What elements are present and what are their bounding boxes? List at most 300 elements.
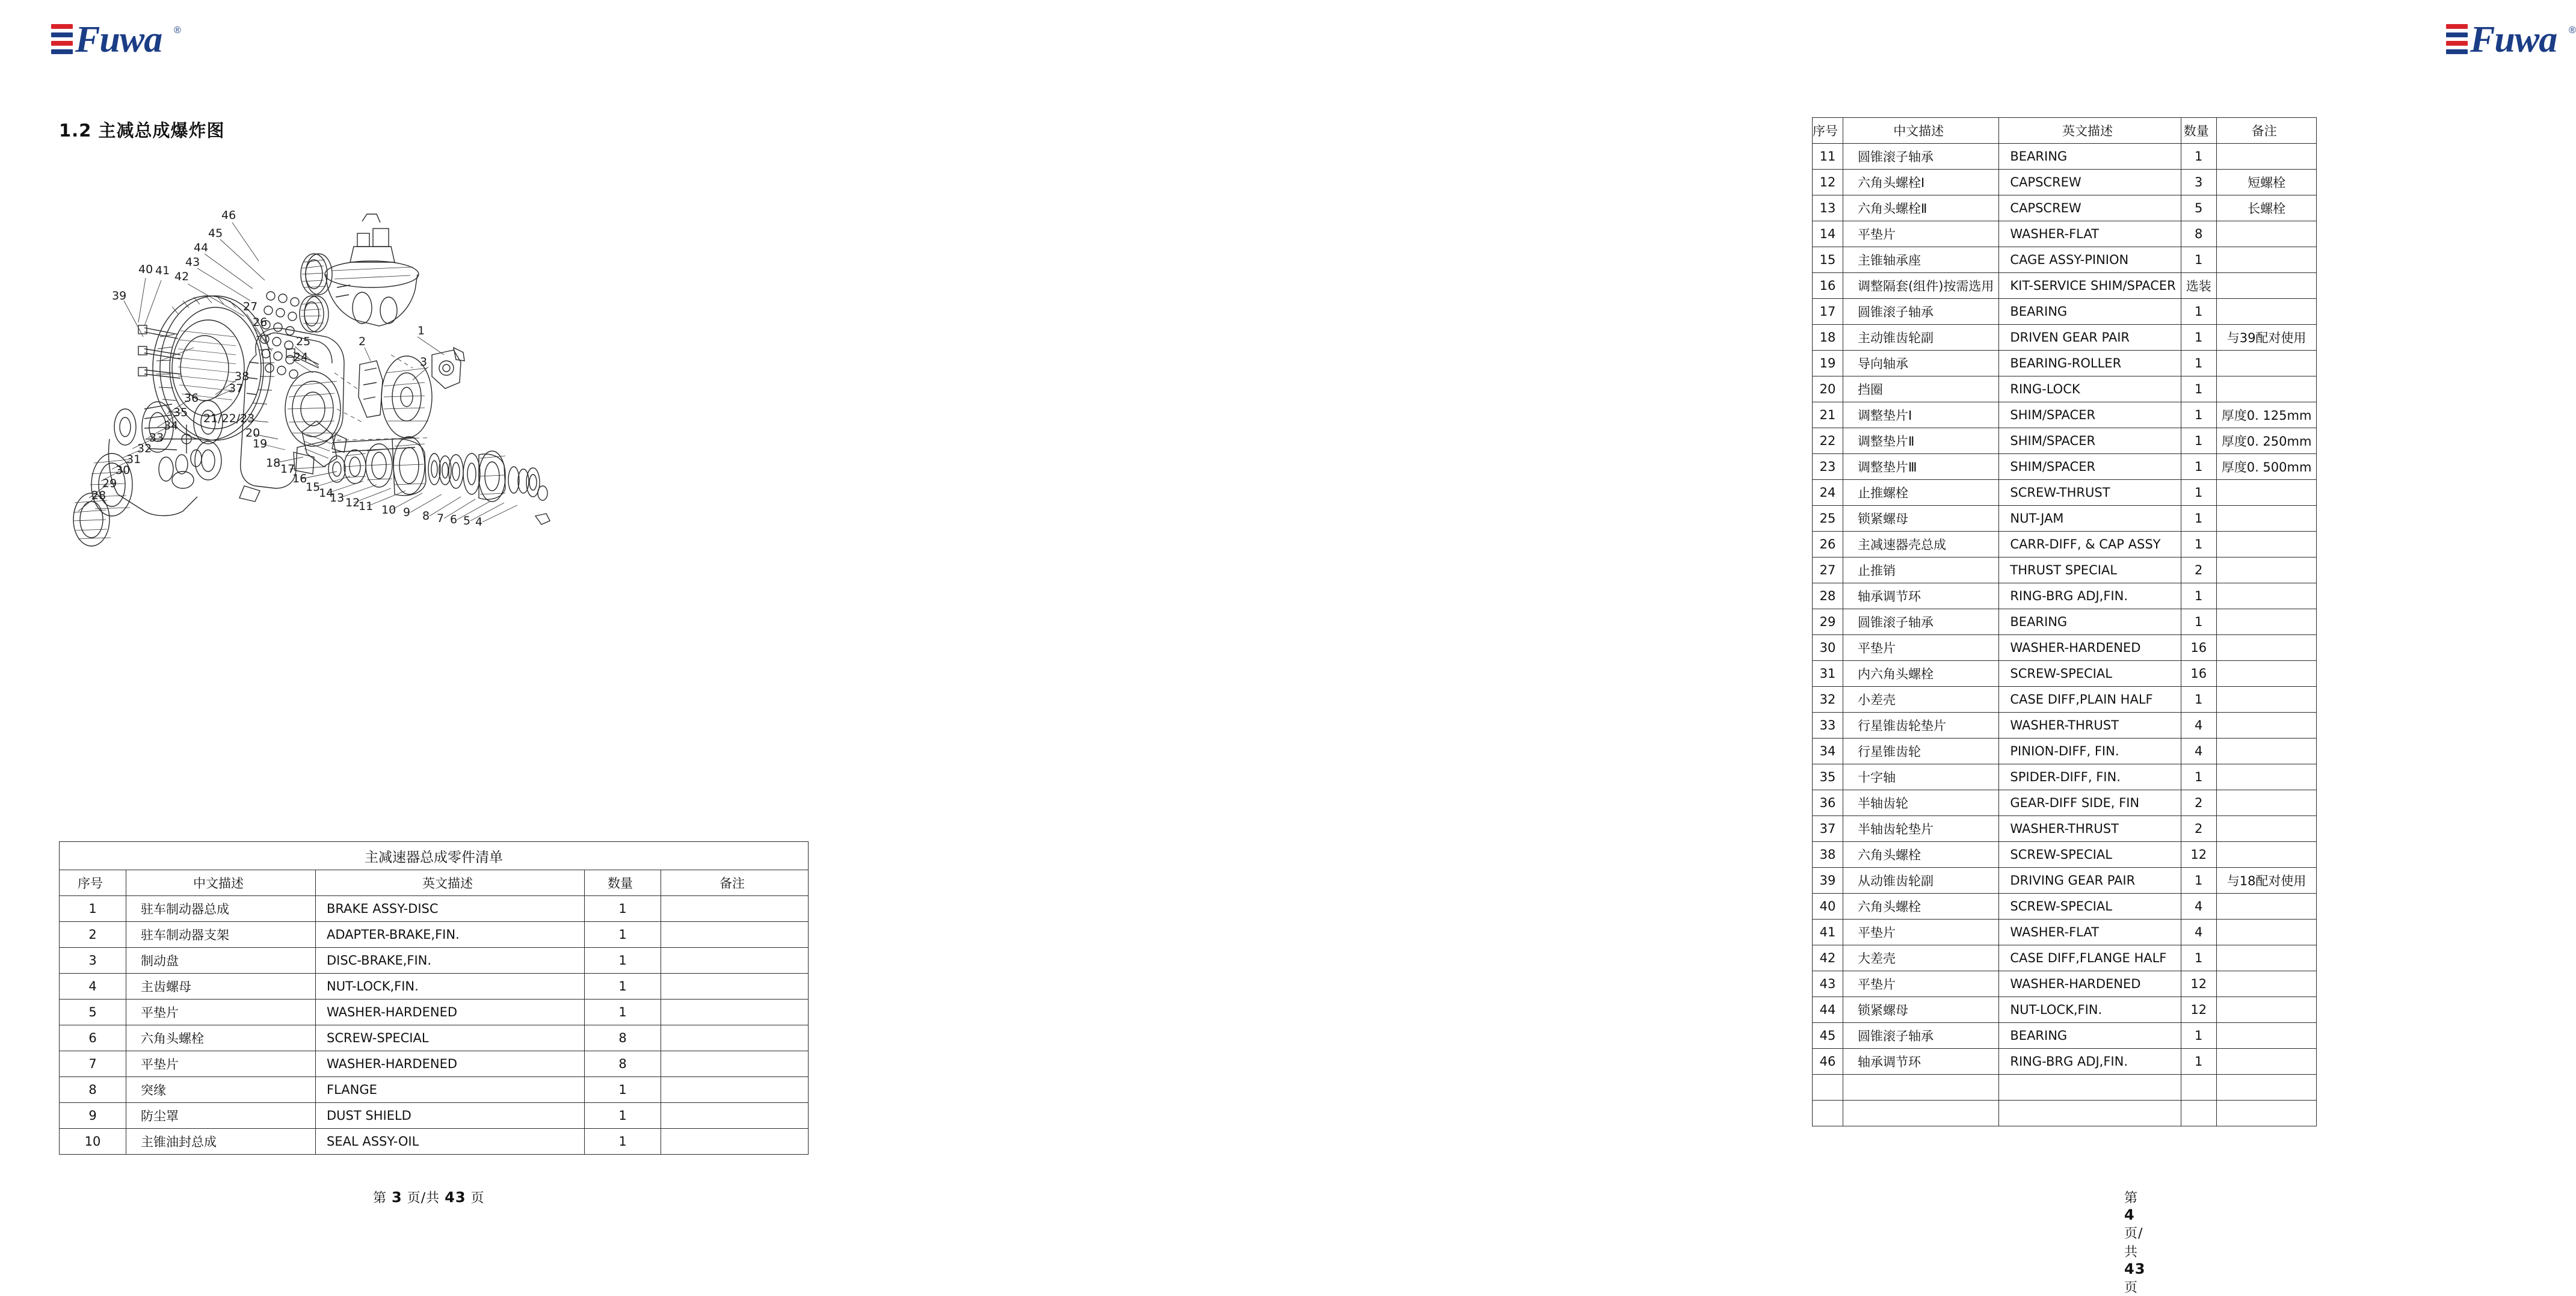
- table-cell: 备注: [2216, 118, 2317, 144]
- table-cell: 1: [585, 1000, 661, 1025]
- table-cell: 主齿螺母: [126, 974, 316, 1000]
- table-cell: 1: [2181, 764, 2216, 790]
- table-cell: 5: [60, 1000, 126, 1025]
- table-cell: 29: [1813, 609, 1843, 635]
- table-row: [60, 1000, 809, 1025]
- table-cell: 44: [1813, 997, 1843, 1023]
- table-cell: SPIDER-DIFF, FIN.: [1999, 764, 2181, 790]
- table-cell: [2216, 557, 2317, 583]
- svg-text:16: 16: [292, 472, 307, 485]
- fuwa-logo-right: [2446, 18, 2576, 61]
- table-cell: WASHER-FLAT: [1999, 221, 2181, 247]
- footer-right: [2124, 1188, 2145, 1296]
- table-cell: 1: [60, 896, 126, 922]
- table-cell: 12: [1813, 170, 1843, 195]
- table-cell: 21: [1813, 402, 1843, 428]
- svg-text:21/22/23: 21/22/23: [203, 412, 255, 425]
- table-row: [1813, 221, 2317, 247]
- table-row: [1813, 325, 2317, 351]
- table-cell: DUST SHIELD: [316, 1103, 585, 1129]
- table-cell: 13: [1813, 195, 1843, 221]
- footer-right-page: 4: [2124, 1206, 2135, 1223]
- table-cell: 1: [2181, 454, 2216, 480]
- table-row: [60, 922, 809, 948]
- table-cell: BEARING-ROLLER: [1999, 351, 2181, 376]
- table-cell: DISC-BRAKE,FIN.: [316, 948, 585, 974]
- table-cell: BEARING: [1999, 609, 2181, 635]
- svg-text:11: 11: [359, 500, 374, 513]
- table-cell: [661, 1077, 809, 1103]
- table-cell: 序号: [60, 870, 126, 896]
- table-cell: 25: [1813, 506, 1843, 532]
- table-cell: 4: [2181, 920, 2216, 945]
- svg-text:27: 27: [243, 300, 258, 313]
- svg-text:10: 10: [381, 503, 396, 517]
- table-row: [1813, 790, 2317, 816]
- table-cell: [2216, 376, 2317, 402]
- table-row: [1813, 635, 2317, 661]
- table-cell: [1843, 1075, 1999, 1101]
- table-cell: WASHER-HARDENED: [316, 1000, 585, 1025]
- logo-wordmark: Fuwa: [75, 19, 162, 60]
- table-cell: 挡圈: [1843, 376, 1999, 402]
- table-cell: [2216, 480, 2317, 506]
- table-row: [60, 896, 809, 922]
- table-cell: 9: [60, 1103, 126, 1129]
- table-cell: 41: [1813, 920, 1843, 945]
- table-cell: 1: [2181, 428, 2216, 454]
- table-cell: 1: [2181, 247, 2216, 273]
- table-row: [1813, 532, 2317, 557]
- table-cell: [2216, 790, 2317, 816]
- table-cell: [2216, 1049, 2317, 1075]
- table-cell: 1: [585, 974, 661, 1000]
- table-cell: 平垫片: [126, 1051, 316, 1077]
- table-cell: 轴承调节环: [1843, 1049, 1999, 1075]
- table-cell: 1: [2181, 402, 2216, 428]
- table-cell: 2: [2181, 816, 2216, 842]
- table-cell: 4: [2181, 713, 2216, 739]
- table-cell: 调整隔套(组件)按需选用: [1843, 273, 1999, 299]
- table-cell: 小差壳: [1843, 687, 1999, 713]
- table-cell: 40: [1813, 894, 1843, 920]
- table-row: [1813, 402, 2317, 428]
- table-cell: WASHER-THRUST: [1999, 816, 2181, 842]
- table-cell: 1: [2181, 506, 2216, 532]
- svg-text:4: 4: [475, 515, 483, 529]
- table-cell: [661, 922, 809, 948]
- table-cell: 内六角头螺栓: [1843, 661, 1999, 687]
- table-cell: 数量: [2181, 118, 2216, 144]
- table-cell: 30: [1813, 635, 1843, 661]
- table-cell: DRIVEN GEAR PAIR: [1999, 325, 2181, 351]
- table-cell: 20: [1813, 376, 1843, 402]
- table-cell: 1: [2181, 687, 2216, 713]
- table-cell: 序号: [1813, 118, 1843, 144]
- table-cell: 31: [1813, 661, 1843, 687]
- table-cell: 23: [1813, 454, 1843, 480]
- table-cell: 六角头螺栓Ⅰ: [1843, 170, 1999, 195]
- table-cell: 止推螺栓: [1843, 480, 1999, 506]
- table-cell: CASE DIFF,PLAIN HALF: [1999, 687, 2181, 713]
- table-cell: CAPSCREW: [1999, 170, 2181, 195]
- table-cell: 1: [585, 948, 661, 974]
- table-cell: 19: [1813, 351, 1843, 376]
- footer-left-page: 3: [392, 1189, 402, 1206]
- table-cell: 与39配对使用: [2216, 325, 2317, 351]
- table-cell: ADAPTER-BRAKE,FIN.: [316, 922, 585, 948]
- table-cell: 42: [1813, 945, 1843, 971]
- table-row: [1813, 247, 2317, 273]
- svg-text:43: 43: [185, 256, 200, 269]
- table-cell: [2216, 687, 2317, 713]
- table-cell: WASHER-THRUST: [1999, 713, 2181, 739]
- table-cell: [2216, 1075, 2317, 1101]
- table-cell: [661, 1000, 809, 1025]
- table-cell: 调整垫片Ⅲ: [1843, 454, 1999, 480]
- table-row: [1813, 842, 2317, 868]
- right-parts-table-wrapper: [1812, 117, 2317, 1126]
- table-cell: 16: [1813, 273, 1843, 299]
- svg-text:1: 1: [418, 324, 425, 337]
- table-cell: 轴承调节环: [1843, 583, 1999, 609]
- table-cell: 12: [2181, 971, 2216, 997]
- table-row: [60, 1077, 809, 1103]
- table-cell: [661, 1129, 809, 1155]
- table-row: [1813, 583, 2317, 609]
- table-cell: SCREW-SPECIAL: [316, 1025, 585, 1051]
- table-cell: 平垫片: [1843, 920, 1999, 945]
- table-row: [1813, 920, 2317, 945]
- table-cell: 4: [2181, 739, 2216, 764]
- table-cell: 22: [1813, 428, 1843, 454]
- table-cell: 圆锥滚子轴承: [1843, 609, 1999, 635]
- logo-bars-icon-right: [2446, 24, 2468, 58]
- table-row: [1813, 351, 2317, 376]
- table-row: [1813, 195, 2317, 221]
- svg-text:36: 36: [184, 392, 199, 405]
- table-cell: 制动盘: [126, 948, 316, 974]
- table-cell: [2216, 842, 2317, 868]
- table-cell: 选装: [2181, 273, 2216, 299]
- table-cell: BEARING: [1999, 299, 2181, 325]
- table-cell: 1: [585, 896, 661, 922]
- table-cell: [2216, 635, 2317, 661]
- table-row: [1813, 894, 2317, 920]
- table-cell: 主锥油封总成: [126, 1129, 316, 1155]
- table-cell: [661, 1025, 809, 1051]
- svg-text:24: 24: [294, 351, 309, 364]
- table-row: [60, 974, 809, 1000]
- logo-registered-mark-right: ®: [2569, 25, 2576, 35]
- table-cell: [1999, 1101, 2181, 1126]
- table-cell: 45: [1813, 1023, 1843, 1049]
- table-cell: 大差壳: [1843, 945, 1999, 971]
- table-cell: [2216, 1101, 2317, 1126]
- table-cell: 10: [60, 1129, 126, 1155]
- table-cell: [2181, 1075, 2216, 1101]
- table-cell: 16: [2181, 661, 2216, 687]
- table-cell: NUT-JAM: [1999, 506, 2181, 532]
- table-cell: 突缘: [126, 1077, 316, 1103]
- table-cell: 1: [2181, 532, 2216, 557]
- table-row: [1813, 170, 2317, 195]
- table-cell: 厚度0. 500mm: [2216, 454, 2317, 480]
- table-cell: [2216, 739, 2317, 764]
- table-cell: SHIM/SPACER: [1999, 454, 2181, 480]
- table-cell: [2216, 351, 2317, 376]
- left-parts-table: [59, 841, 809, 1155]
- table-row: [1813, 1075, 2317, 1101]
- table-cell: SHIM/SPACER: [1999, 402, 2181, 428]
- table-cell: 从动锥齿轮副: [1843, 868, 1999, 894]
- table-cell: 2: [2181, 557, 2216, 583]
- table-cell: [2216, 506, 2317, 532]
- svg-text:34: 34: [164, 419, 179, 432]
- table-row: [1813, 868, 2317, 894]
- svg-text:14: 14: [319, 487, 334, 500]
- table-cell: 33: [1813, 713, 1843, 739]
- table-cell: 备注: [661, 870, 809, 896]
- table-row: [1813, 739, 2317, 764]
- table-cell: [1813, 1075, 1843, 1101]
- table-cell: 1: [2181, 480, 2216, 506]
- table-cell: SCREW-SPECIAL: [1999, 894, 2181, 920]
- table-cell: 1: [585, 1103, 661, 1129]
- table-cell: [2216, 945, 2317, 971]
- svg-text:28: 28: [91, 489, 106, 502]
- table-cell: 1: [2181, 1023, 2216, 1049]
- table-row: [1813, 506, 2317, 532]
- table-row: [1813, 1101, 2317, 1126]
- table-cell: 16: [2181, 635, 2216, 661]
- table-cell: [2216, 532, 2317, 557]
- table-cell: [2216, 1023, 2317, 1049]
- svg-text:46: 46: [221, 209, 236, 222]
- table-cell: 英文描述: [316, 870, 585, 896]
- table-cell: CARR-DIFF, & CAP ASSY: [1999, 532, 2181, 557]
- table-cell: 导向轴承: [1843, 351, 1999, 376]
- table-cell: NUT-LOCK,FIN.: [316, 974, 585, 1000]
- table-cell: 圆锥滚子轴承: [1843, 1023, 1999, 1049]
- table-row: [1813, 144, 2317, 170]
- table-cell: 半轴齿轮: [1843, 790, 1999, 816]
- table-cell: 行星锥齿轮垫片: [1843, 713, 1999, 739]
- svg-text:33: 33: [149, 431, 164, 444]
- svg-text:17: 17: [280, 462, 295, 476]
- svg-text:2: 2: [359, 335, 366, 348]
- table-cell: [2216, 764, 2317, 790]
- table-cell: SCREW-SPECIAL: [1999, 661, 2181, 687]
- svg-text:37: 37: [229, 382, 244, 395]
- table-cell: 8: [585, 1025, 661, 1051]
- table-cell: 六角头螺栓: [126, 1025, 316, 1051]
- table-cell: 十字轴: [1843, 764, 1999, 790]
- table-cell: CAGE ASSY-PINION: [1999, 247, 2181, 273]
- logo-bars-icon: [51, 24, 73, 58]
- table-cell: 26: [1813, 532, 1843, 557]
- table-cell: 2: [2181, 790, 2216, 816]
- table-cell: 1: [2181, 299, 2216, 325]
- table-cell: BEARING: [1999, 144, 2181, 170]
- svg-text:6: 6: [450, 513, 458, 526]
- table-cell: 主动锥齿轮副: [1843, 325, 1999, 351]
- table-cell: [1843, 1101, 1999, 1126]
- svg-text:15: 15: [306, 481, 321, 494]
- table-cell: WASHER-HARDENED: [316, 1051, 585, 1077]
- left-parts-table-wrapper: [59, 841, 809, 1155]
- footer-right-suffix: 页: [2124, 1280, 2139, 1295]
- svg-text:13: 13: [330, 491, 345, 505]
- table-row: [1813, 609, 2317, 635]
- table-cell: 14: [1813, 221, 1843, 247]
- table-cell: 15: [1813, 247, 1843, 273]
- table-cell: 行星锥齿轮: [1843, 739, 1999, 764]
- table-row: [1813, 971, 2317, 997]
- table-cell: 37: [1813, 816, 1843, 842]
- table-cell: 35: [1813, 764, 1843, 790]
- table-cell: RING-LOCK: [1999, 376, 2181, 402]
- table-cell: 1: [2181, 351, 2216, 376]
- table-cell: 平垫片: [1843, 635, 1999, 661]
- footer-left-prefix: 第: [373, 1191, 387, 1206]
- table-cell: 34: [1813, 739, 1843, 764]
- svg-text:32: 32: [137, 442, 152, 455]
- table-cell: 27: [1813, 557, 1843, 583]
- table-cell: [2216, 273, 2317, 299]
- table-cell: 锁紧螺母: [1843, 997, 1999, 1023]
- table-cell: 12: [2181, 842, 2216, 868]
- right-parts-table: [1812, 117, 2317, 1126]
- table-cell: 厚度0. 250mm: [2216, 428, 2317, 454]
- table-cell: [2216, 583, 2317, 609]
- table-row: [1813, 454, 2317, 480]
- table-cell: 4: [60, 974, 126, 1000]
- table-row: [1813, 376, 2317, 402]
- footer-left: [373, 1188, 485, 1206]
- table-cell: 1: [2181, 144, 2216, 170]
- table-row: [60, 1129, 809, 1155]
- table-cell: FLANGE: [316, 1077, 585, 1103]
- table-cell: 17: [1813, 299, 1843, 325]
- left-page: [0, 0, 876, 1231]
- table-cell: 8: [585, 1051, 661, 1077]
- table-cell: 圆锥滚子轴承: [1843, 299, 1999, 325]
- table-cell: 长螺栓: [2216, 195, 2317, 221]
- svg-text:29: 29: [102, 477, 117, 490]
- svg-text:19: 19: [253, 437, 268, 450]
- table-cell: 六角头螺栓: [1843, 894, 1999, 920]
- table-cell: 厚度0. 125mm: [2216, 402, 2317, 428]
- table-cell: RING-BRG ADJ,FIN.: [1999, 583, 2181, 609]
- table-cell: 3: [60, 948, 126, 974]
- table-cell: [2216, 816, 2317, 842]
- table-cell: CAPSCREW: [1999, 195, 2181, 221]
- table-cell: [2216, 299, 2317, 325]
- table-cell: 11: [1813, 144, 1843, 170]
- svg-text:26: 26: [253, 316, 268, 329]
- table-cell: [2216, 661, 2317, 687]
- table-cell: 1: [2181, 583, 2216, 609]
- logo-registered-mark: ®: [174, 25, 181, 35]
- svg-text:42: 42: [174, 270, 190, 283]
- table-row: [60, 1103, 809, 1129]
- svg-text:30: 30: [116, 464, 131, 477]
- logo-wordmark-right: Fuwa: [2470, 19, 2557, 60]
- table-cell: 8: [2181, 221, 2216, 247]
- right-page: [876, 0, 2576, 1295]
- table-cell: THRUST SPECIAL: [1999, 557, 2181, 583]
- footer-right-prefix: 第: [2124, 1191, 2139, 1206]
- table-cell: 38: [1813, 842, 1843, 868]
- table-cell: 圆锥滚子轴承: [1843, 144, 1999, 170]
- table-cell: 28: [1813, 583, 1843, 609]
- table-cell: WASHER-HARDENED: [1999, 635, 2181, 661]
- footer-left-suffix: 页: [470, 1191, 485, 1206]
- table-cell: 1: [2181, 609, 2216, 635]
- table-cell: 1: [2181, 325, 2216, 351]
- table-cell: 1: [2181, 945, 2216, 971]
- svg-text:44: 44: [194, 241, 209, 254]
- table-cell: WASHER-FLAT: [1999, 920, 2181, 945]
- table-cell: 半轴齿轮垫片: [1843, 816, 1999, 842]
- footer-left-total: 43: [445, 1189, 466, 1206]
- table-cell: CASE DIFF,FLANGE HALF: [1999, 945, 2181, 971]
- table-cell: 6: [60, 1025, 126, 1051]
- table-cell: KIT-SERVICE SHIM/SPACER: [1999, 273, 2181, 299]
- table-row: [1813, 273, 2317, 299]
- table-cell: [1813, 1101, 1843, 1126]
- table-cell: 主锥轴承座: [1843, 247, 1999, 273]
- svg-text:38: 38: [235, 370, 250, 383]
- table-row: [60, 1025, 809, 1051]
- table-cell: 8: [60, 1077, 126, 1103]
- table-cell: 43: [1813, 971, 1843, 997]
- table-cell: 2: [60, 922, 126, 948]
- table-row: [1813, 299, 2317, 325]
- table-cell: 46: [1813, 1049, 1843, 1075]
- table-cell: 18: [1813, 325, 1843, 351]
- table-cell: SEAL ASSY-OIL: [316, 1129, 585, 1155]
- table-cell: 39: [1813, 868, 1843, 894]
- right-table-body: [1813, 118, 2317, 1126]
- svg-text:7: 7: [437, 512, 445, 525]
- table-cell: [661, 948, 809, 974]
- table-cell: [2216, 713, 2317, 739]
- table-cell: 3: [2181, 170, 2216, 195]
- table-cell: [661, 1051, 809, 1077]
- table-cell: 32: [1813, 687, 1843, 713]
- table-cell: 驻车制动器总成: [126, 896, 316, 922]
- table-cell: 1: [2181, 1049, 2216, 1075]
- table-cell: DRIVING GEAR PAIR: [1999, 868, 2181, 894]
- table-cell: [2216, 144, 2317, 170]
- svg-text:39: 39: [112, 289, 127, 303]
- table-cell: 六角头螺栓: [1843, 842, 1999, 868]
- table-cell: 与18配对使用: [2216, 868, 2317, 894]
- left-table-title: 主减速器总成零件清单: [60, 842, 809, 870]
- table-cell: 中文描述: [126, 870, 316, 896]
- table-cell: [2216, 971, 2317, 997]
- table-cell: SHIM/SPACER: [1999, 428, 2181, 454]
- table-cell: BEARING: [1999, 1023, 2181, 1049]
- table-cell: 锁紧螺母: [1843, 506, 1999, 532]
- table-row: [1813, 1049, 2317, 1075]
- svg-text:45: 45: [208, 227, 223, 240]
- table-row: [60, 1051, 809, 1077]
- table-cell: 六角头螺栓Ⅱ: [1843, 195, 1999, 221]
- table-cell: [2216, 247, 2317, 273]
